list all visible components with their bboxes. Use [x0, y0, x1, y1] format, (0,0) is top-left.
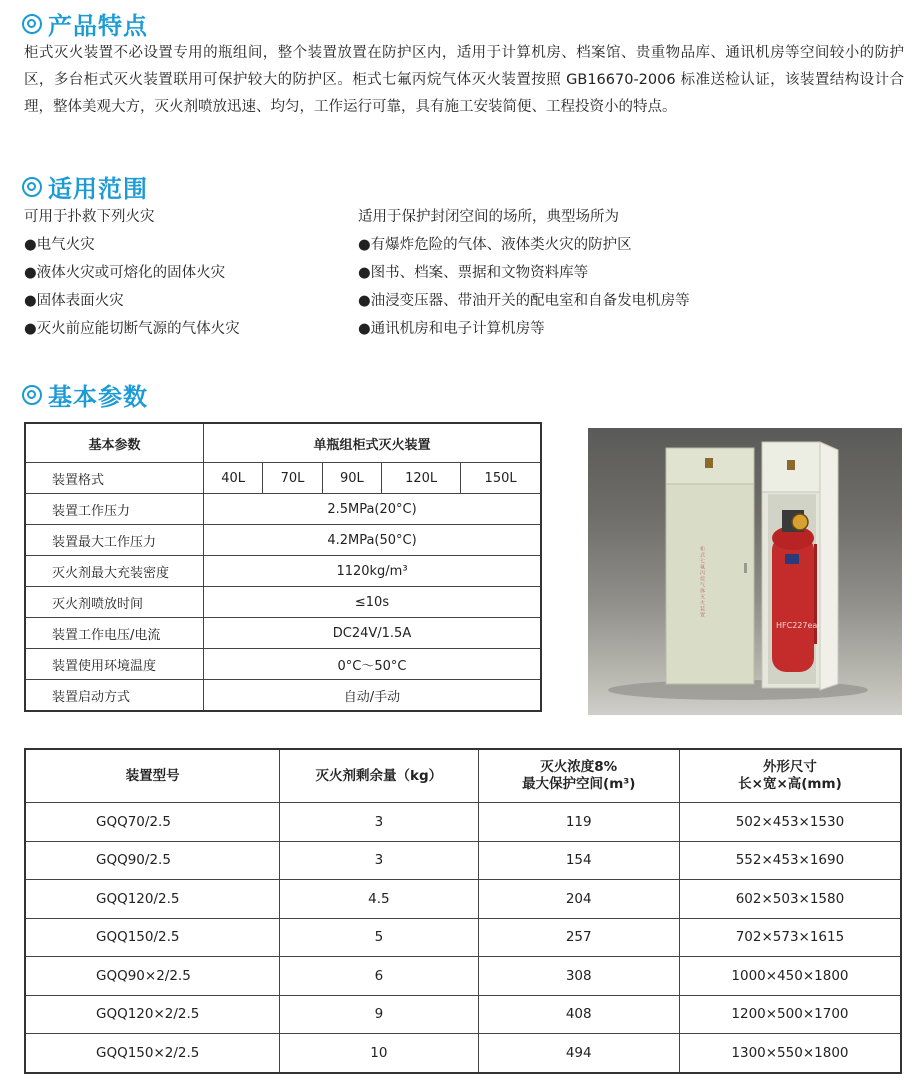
scope-title: 适用范围 [48, 175, 148, 203]
table-cell: GQQ150×2/2.5 [25, 1034, 280, 1073]
table-row [25, 995, 901, 1034]
table-cell: 204 [478, 880, 679, 919]
table-cell: GQQ150/2.5 [25, 918, 280, 957]
list-item: ●通讯机房和电子计算机房等 [358, 321, 545, 337]
table-cell: DC24V/1.5A [204, 618, 542, 649]
features-paragraph: 柜式灭火装置不必设置专用的瓶组间，整个装置放置在防护区内，适用于计算机房、档案馆、贵重物品库、通讯机房等空间较小的防护区，多台柜式灭火装置联用可保护较大的防护区。柜式七氟丙烷气体灭火装置按照 GB16670-2006 标准送检认证，该装置结构设计合理，整体美观大方，灭火剂喷放迅速、均匀，工作运行可靠，具有施工安装简便、工程投资小的特点。 [24, 45, 904, 115]
table-row [25, 1034, 901, 1073]
table-cell: 2.5MPa(20°C) [204, 494, 542, 525]
table-cell: 5 [280, 918, 478, 957]
list-item: ●电气火灾 [24, 237, 95, 253]
table-header-cell: 装置型号 [25, 749, 280, 803]
features-title: 产品特点 [48, 12, 148, 40]
table-cell: 灭火剂喷放时间 [25, 587, 204, 618]
cabinet-label-text: 柜式七氟丙烷气体灭火装置 [699, 546, 705, 618]
cabinet-illustration [588, 428, 902, 715]
table-row [25, 587, 541, 618]
list-item: ●有爆炸危险的气体、液体类火灾的防护区 [358, 237, 632, 253]
table-cell: 1120kg/m³ [204, 556, 542, 587]
table-cell: 10 [280, 1034, 478, 1073]
double-circle-icon [22, 14, 42, 34]
params-table [24, 422, 542, 712]
models-table [24, 748, 902, 1074]
scope-left-column [24, 203, 240, 343]
table-cell: 502×453×1530 [679, 803, 901, 842]
table-row [25, 618, 541, 649]
table-cell: 408 [478, 995, 679, 1034]
table-cell: 装置工作电压/电流 [25, 618, 204, 649]
table-cell: 119 [478, 803, 679, 842]
table-cell: GQQ90×2/2.5 [25, 957, 280, 996]
table-cell: 494 [478, 1034, 679, 1073]
table-row [25, 649, 541, 680]
table-cell: 3 [280, 841, 478, 880]
table-cell: GQQ120/2.5 [25, 880, 280, 919]
table-header-row [25, 749, 901, 803]
table-cell: 257 [478, 918, 679, 957]
table-cell: 装置使用环境温度 [25, 649, 204, 680]
table-cell: 308 [478, 957, 679, 996]
table-cell: GQQ70/2.5 [25, 803, 280, 842]
table-cell: 装置最大工作压力 [25, 525, 204, 556]
table-cell: 装置工作压力 [25, 494, 204, 525]
table-cell: 1300×550×1800 [679, 1034, 901, 1073]
table-cell: ≤10s [204, 587, 542, 618]
table-cell: 120L [382, 463, 461, 494]
table-cell: GQQ120×2/2.5 [25, 995, 280, 1034]
list-item: ●固体表面火灾 [24, 293, 124, 309]
table-cell: 6 [280, 957, 478, 996]
table-header-cell: 单瓶组柜式灭火装置 [204, 423, 542, 463]
table-cell: 装置启动方式 [25, 680, 204, 712]
list-item: ●油浸变压器、带油开关的配电室和自备发电机房等 [358, 293, 690, 309]
table-header-cell: 外形尺寸 长×宽×高(mm) [679, 749, 901, 803]
table-header-cell: 灭火浓度8% 最大保护空间(m³) [478, 749, 679, 803]
table-cell: 4.2MPa(50°C) [204, 525, 542, 556]
table-cell: 0°C～50°C [204, 649, 542, 680]
table-row [25, 494, 541, 525]
table-row [25, 957, 901, 996]
table-cell: 70L [263, 463, 322, 494]
table-cell: 552×453×1690 [679, 841, 901, 880]
double-circle-icon [22, 385, 42, 405]
table-row [25, 463, 541, 494]
section-title-params [22, 377, 148, 412]
table-cell: 9 [280, 995, 478, 1034]
table-cell: 90L [322, 463, 381, 494]
table-cell: 1200×500×1700 [679, 995, 901, 1034]
table-cell: 154 [478, 841, 679, 880]
table-cell: 3 [280, 803, 478, 842]
table-cell: 自动/手动 [204, 680, 542, 712]
table-row [25, 841, 901, 880]
section-title-scope [22, 169, 148, 204]
table-cell: 4.5 [280, 880, 478, 919]
table-cell: 40L [204, 463, 263, 494]
table-row [25, 680, 541, 712]
table-cell: 150L [461, 463, 541, 494]
table-cell: 702×573×1615 [679, 918, 901, 957]
scope-left-intro: 可用于扑救下列火灾 [24, 209, 155, 225]
table-header-row [25, 423, 541, 463]
product-photo [588, 428, 902, 715]
scope-right-column [358, 203, 690, 343]
table-header-cell: 基本参数 [25, 423, 204, 463]
list-item: ●液体火灾或可熔化的固体火灾 [24, 265, 226, 281]
table-cell: 装置格式 [25, 463, 204, 494]
double-circle-icon [22, 177, 42, 197]
table-row [25, 803, 901, 842]
table-row [25, 880, 901, 919]
table-cell: GQQ90/2.5 [25, 841, 280, 880]
table-cell: 602×503×1580 [679, 880, 901, 919]
table-header-cell: 灭火剂剩余量（kg） [280, 749, 478, 803]
table-row [25, 918, 901, 957]
list-item: ●灭火前应能切断气源的气体火灾 [24, 321, 240, 337]
scope-right-intro: 适用于保护封闭空间的场所，典型场所为 [358, 209, 619, 225]
list-item: ●图书、档案、票据和文物资料库等 [358, 265, 589, 281]
table-cell: 1000×450×1800 [679, 957, 901, 996]
section-title-features [22, 6, 148, 41]
cylinder-label-text: HFC227ea [776, 621, 818, 630]
table-row [25, 556, 541, 587]
table-row [25, 525, 541, 556]
params-title: 基本参数 [48, 383, 148, 411]
table-cell: 灭火剂最大充装密度 [25, 556, 204, 587]
